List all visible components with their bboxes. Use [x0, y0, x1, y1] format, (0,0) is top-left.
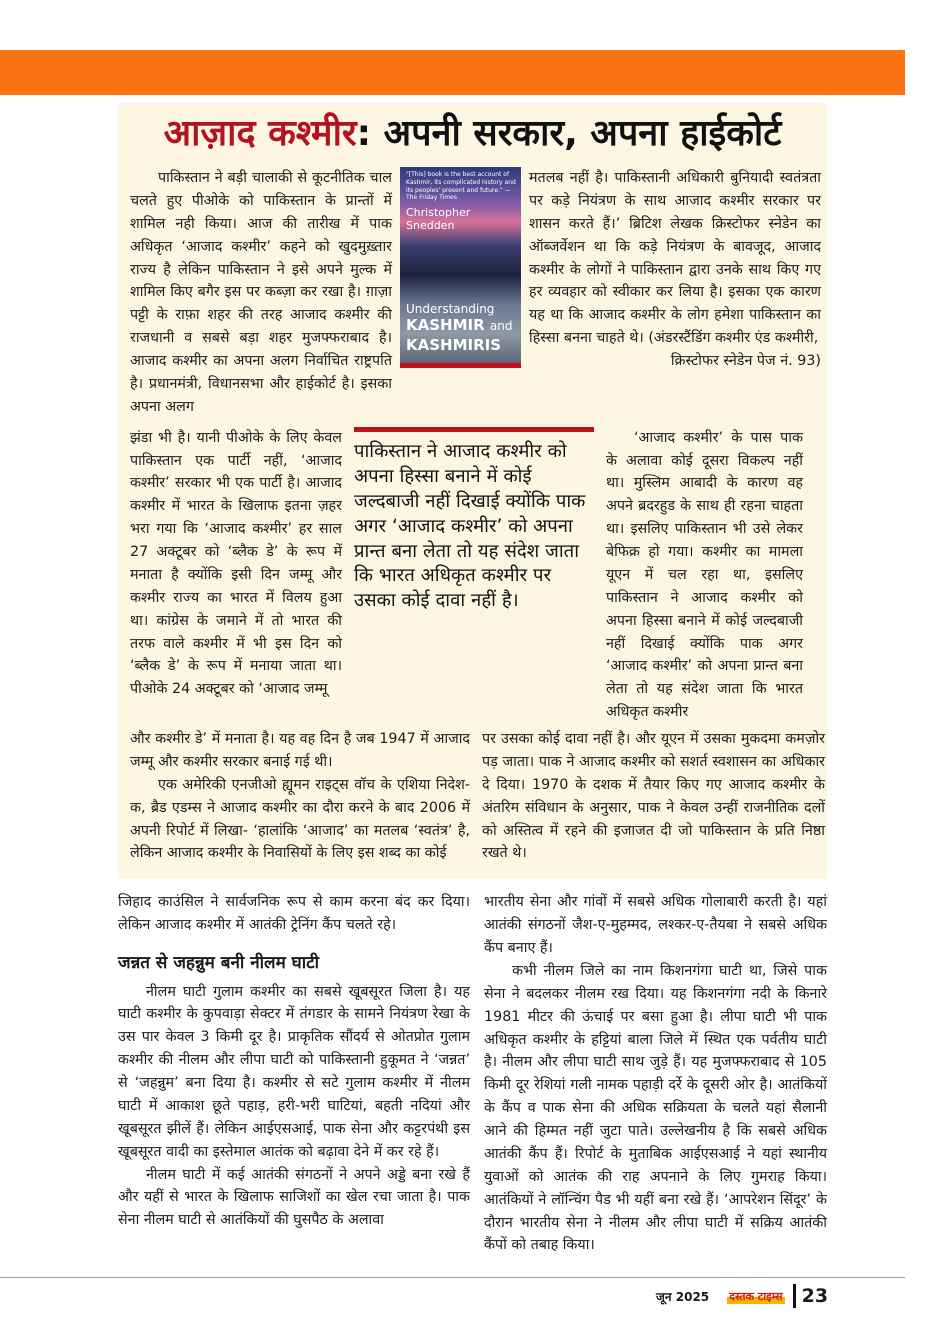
book-title-word: KASHMIRIS [406, 335, 502, 354]
paragraph: एक अमेरिकी एनजीओ ह्यूमन राइट्स वॉच के एशिया निदेश-क, ब्रैड एडम्स ने आजाद कश्मीर का दौरा करने के बाद 2006 में अपनी रिपोर्ट में लिखा- ‘हालांकि ‘आजाद’ का मतलब ‘स्वतंत्र’ है, लेकिन आजाद कश्मीर के निवासियों के लिए इस शब्द का कोई [130, 776, 470, 862]
paragraph: पर उसका कोई दावा नहीं है। और यूएन में उसका मुकदमा कमज़ोर पड़ जाता। पाक ने आजाद कश्मीर को सशर्त स्वशासन का अधिकार दे दिया। 1970 के दशक में तैयार किए गए आजाद कश्मीर के अंतरिम संविधान के अनुसार, पाक ने केवल उन्हीं राजनीतिक दलों को अस्तित्व में रहने की इजाजत दी जो पाकिस्तान के प्रति निष्ठा रखते थे। [482, 731, 825, 862]
paragraph: जिहाद काउंसिल ने सार्वजनिक रूप से काम करना बंद कर दिया। लेकिन आजाद कश्मीर में आतंकी ट्रेनिंग कैंप चलते रहे। [118, 894, 470, 934]
book-author: Christopher Snedden [406, 206, 471, 233]
feature-box [118, 103, 827, 879]
paragraph: और कश्मीर डे’ में मनाता है। यह वह दिन है जब 1947 में आजाद जम्मू और कश्मीर सरकार बनाई गई थी। [130, 731, 470, 770]
box-row-bottom [118, 724, 827, 865]
box-row-top [118, 167, 827, 419]
right-column-mid [606, 427, 803, 724]
book-title-word: and [489, 319, 513, 334]
book-cover-image [400, 167, 521, 368]
footer [0, 1277, 905, 1328]
left-column-mid [130, 427, 342, 702]
citation-text: क्रिस्टोफर स्नेडेन पेज नं. 93) [670, 353, 821, 369]
title-rest: : अपनी सरकार, अपना हाईकोर्ट [356, 113, 782, 154]
paragraph: भारतीय सेना और गांवों में सबसे अधिक गोलाबारी करती है। यहां आतंकी संगठनों जैश-ए-मुहम्मद, लश्कर-ए-तैयबा ने सबसे अधिक कैंप बनाए हैं। [484, 894, 827, 956]
page-number: 23 [801, 1285, 829, 1308]
magazine-logo: दस्तक टाइम्स [729, 1289, 783, 1303]
right-column-bottom [482, 728, 825, 865]
left-column-bottom [130, 728, 470, 865]
right-column-top [529, 167, 821, 373]
issue-date: जून 2025 [656, 1289, 710, 1304]
paragraph: कभी नीलम जिले का नाम किशनगंगा घाटी था, जिसे पाक सेना ने बदलकर नीलम रख दिया। यह किशनगंगा नदी के किनारे 1981 मीटर की ऊंचाई पर बसा हुआ है। लीपा घाटी भी पाक अधिकृत कश्मीर के हट्टियां बाला जिले में स्थित एक पर्वतीय घाटी है। नीलम और लीपा घाटी साथ जुड़े हैं। यह मुजफ्फराबाद से 105 किमी दूर रेशियां गली नामक पहाड़ी दर्रे के दूसरी ओर है। आतंकियों के कैंप व पाक सेना की अधिक सक्रियता के चलते यहां सैलानी आने की हिम्मत नहीं जुटा पाते। उल्लेखनीय है कि सबसे अधिक आतंकी कैंप हैं। रिपोर्ट के मुताबिक आईएसआई ने यहां स्थानीय युवाओं को आतंक की राह अपनाने के लिए गुमराह किया। आतंकियों ने लॉन्चिंग पैड भी यहीं बना रखे हैं। ‘आपरेशन सिंदूर’ के दौरान भारतीय सेना ने नीलम और लीपा घाटी में सक्रिय आतंकी कैंपों को तबाह किया। [484, 962, 827, 1254]
footer-separator [793, 1284, 796, 1308]
paragraph: झंडा भी है। यानी पीओके के लिए केवल पाकिस्तान एक पार्टी नहीं, ‘आजाद कश्मीर’ सरकार भी एक पार्टी है। आजाद कश्मीर में भारत के खिलाफ इतना ज़हर भरा गया कि ‘आजाद कश्मीर’ हर साल 27 अक्टूबर को ‘ब्लैक डे’ के रूप में मनाता है क्योंकि इसी दिन जम्मू और कश्मीर राज्य का भारत में विलय हुआ था। कांग्रेस के जमाने में तो भारत की तरफ वाले कश्मीर में भी इस दिन को ‘ब्लैक डे’ के रूप में मनाया जाता था। पीओके 24 अक्टूबर को ‘आजाद जम्मू [130, 429, 342, 698]
page-title [118, 107, 827, 167]
paragraph: नीलम घाटी में कई आतंकी संगठनों ने अपने अड्डे बना रखे हैं और यहीं से भारत के खिलाफ साजिशों का खेल रचा जाता है। पाक सेना नीलम घाटी से आतंकियों की घुसपैठ के अलावा [118, 1166, 470, 1229]
lower-section [118, 891, 827, 1257]
box-row-middle [118, 419, 827, 724]
title-highlight: आज़ाद कश्मीर [163, 113, 357, 154]
lower-right-column [484, 891, 827, 1257]
section-heading: जन्नत से जहन्नुम बनी नीलम घाटी [118, 953, 320, 973]
book-title-line: Understanding [406, 302, 495, 317]
paragraph: नीलम घाटी गुलाम कश्मीर का सबसे खूबसूरत जिला है। यह घाटी कश्मीर के कुपवाड़ा सेक्टर में तंगडार के सामने नियंत्रण रेखा के उस पार केवल 3 किमी दूर है। प्राकृतिक सौंदर्य से ओतप्रोत गुलाम कश्मीर की नीलम और लीपा घाटी को पाकिस्तानी हुकूमत ने ‘जन्नत’ से ‘जहन्नुम’ बना दिया है। कश्मीर से सटे गुलाम कश्मीर में नीलम घाटी में आकाश छूते पहाड़, हरी-भरी घाटियां, बहती नदियां और खूबसूरत झीलें हैं। लेकिन आईएसआई, पाक सेना और कट्टरपंथी इस खूबसूरत वादी का इस्तेमाल आतंक को बढ़ावा देने में कर रहे हैं। [118, 983, 470, 1160]
book-title-word: KASHMIR [406, 316, 485, 335]
book-title-main [406, 316, 516, 355]
header-color-bar [0, 50, 905, 95]
paragraph: पाकिस्तान ने बड़ी चालाकी से कूटनीतिक चाल चलते हुए पीओके को पाकिस्तान के प्रान्तों में शामिल नही किया। आज की तारीख में पाक अधिकृत ‘आजाद कश्मीर’ कहने को खुदमुख़्तार राज्य है लेकिन पाकिस्तान ने इसे अपने मुल्क में शामिल किए बगैर इस पर कब्ज़ा कर रखा है। ग़ाज़ा पट्टी के राफ़ा शहर की तरह आजाद कश्मीर की राजधानी व सबसे बड़ा शहर मुजफ्फराबाद है। आजाद कश्मीर का अपना अलग निर्वाचित राष्ट्रपति है। प्रधानमंत्री, विधानसभा और हाईकोर्ट है। इसका अपना अलग [130, 170, 392, 415]
pull-quote: पाकिस्तान ने आजाद कश्मीर को अपना हिस्सा बनाने में कोई जल्दबाजी नहीं दिखाई क्योंकि पाक अगर ‘आजाद कश्मीर’ को अपना प्रान्त बना लेता तो यह संदेश जाता कि भारत अधिकृत कश्मीर पर उसका कोई दावा नहीं है। [354, 427, 594, 615]
paragraph: मतलब नहीं है। पाकिस्तानी अधिकारी बुनियादी स्वतंत्रता पर कड़े नियंत्रण के साथ आजाद कश्मीर सरकार पर शासन करते हैं।’ ब्रिटिश लेखक क्रिस्टोफर स्नेडेन का ऑब्जर्वेशन था कि कड़े नियंत्रण के बावजूद, आजाद कश्मीर के लोगों ने पाकिस्तान द्वारा उनके साथ किए गए हर व्यवहार को स्वीकार कर लिया है। इसका एक कारण यह था कि आजाद कश्मीर के लोग हमेशा पाकिस्तान का हिस्सा बनना चाहते थे। (अंडरस्टैंडिंग कश्मीर एंड कश्मीरी, [529, 170, 821, 347]
lower-left-column [118, 891, 470, 1257]
book-quote: "[This] book is the best account of Kashmir, its complicated history and its peoples' present and future." — The Friday Times [406, 171, 516, 202]
left-column-top [130, 167, 392, 419]
paragraph: ‘आजाद कश्मीर’ के पास पाक के अलावा कोई दूसरा विकल्प नहीं था। मुस्लिम आबादी के कारण वह अपने ब्रदरहुड के साथ ही रहना चाहता था। इसलिए पाकिस्तान भी उसे लेकर बेफिक्र हो गया। कश्मीर का मामला यूएन में चल रहा था, इसलिए पाकिस्तान ने आजाद कश्मीर को अपना हिस्सा बनाने में कोई जल्दबाजी नहीं दिखाई क्योंकि पाक अगर ‘आजाद कश्मीर’ को अपना प्रान्त बना लेता तो यह संदेश जाता कि भारत अधिकृत कश्मीर [606, 429, 803, 721]
